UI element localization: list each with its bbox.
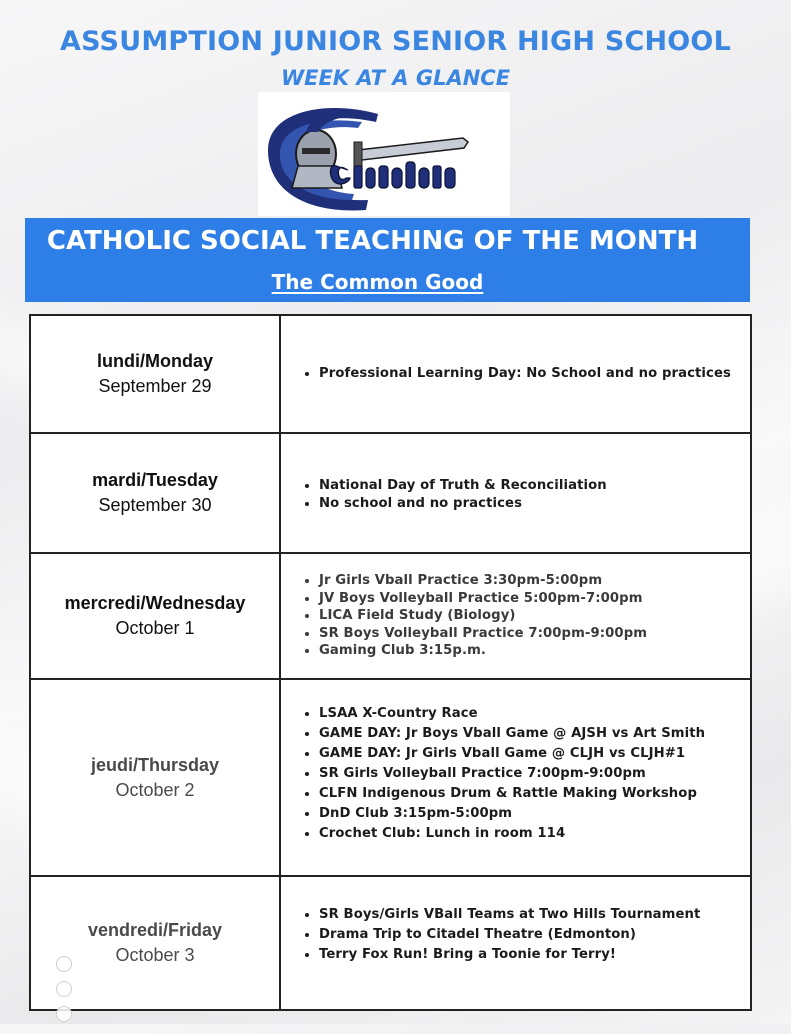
events-cell (281, 680, 750, 875)
day-name: vendredi/Friday (87, 920, 223, 940)
day-cell (31, 554, 281, 678)
day-name: jeudi/Thursday (90, 754, 220, 775)
school-name: ASSUMPTION JUNIOR SENIOR HIGH SCHOOL (60, 26, 731, 57)
event-item: • LSAA X-Country Race (319, 704, 736, 724)
events-cell (281, 316, 750, 432)
event-item: • Drama Trip to Citadel Theatre (Edmonton) (319, 925, 736, 945)
weekly-schedule-table (29, 314, 752, 1011)
day-date: October 2 (115, 779, 195, 800)
event-item: • DnD Club 3:15pm-5:00pm (319, 804, 736, 824)
event-list (301, 364, 736, 384)
event-item: • SR Girls Volleyball Practice 7:00pm-9:00pm (319, 764, 736, 784)
day-cell (31, 680, 281, 875)
day-name: mercredi/Wednesday (64, 593, 246, 613)
event-item: • SR Boys/Girls VBall Teams at Two Hills Tournament (319, 905, 736, 925)
event-item: • GAME DAY: Jr Boys Vball Game @ AJSH vs Art Smith (319, 724, 736, 744)
table-row (31, 434, 750, 554)
event-item: • CLFN Indigenous Drum & Rattle Making Workshop (319, 784, 736, 804)
day-cell (31, 316, 281, 432)
event-list (301, 905, 736, 965)
crusaders-logo (258, 92, 510, 216)
event-item: • Gaming Club 3:15p.m. (319, 642, 736, 660)
page-subtitle: WEEK AT A GLANCE (280, 66, 511, 90)
day-date: September 30 (98, 495, 212, 515)
day-date: October 1 (115, 618, 195, 638)
event-item: • Jr Girls Vball Practice 3:30pm-5:00pm (319, 572, 736, 590)
circle-icon (56, 981, 72, 997)
event-list (301, 572, 736, 660)
day-name: mardi/Tuesday (92, 470, 218, 490)
circle-icon (56, 956, 72, 972)
banner-theme: The Common Good (271, 270, 484, 294)
side-icons (56, 956, 72, 1031)
day-name: lundi/Monday (97, 351, 213, 371)
event-item: • Professional Learning Day: No School and no practices (319, 364, 736, 384)
event-list (301, 704, 736, 844)
circle-icon (56, 1006, 72, 1022)
table-row (31, 877, 750, 1009)
event-item: • Terry Fox Run! Bring a Toonie for Terry! (319, 945, 736, 965)
table-row (31, 316, 750, 434)
event-item: • National Day of Truth & Reconciliation (319, 477, 736, 495)
banner-title: CATHOLIC SOCIAL TEACHING OF THE MONTH (46, 226, 699, 256)
event-item: • JV Boys Volleyball Practice 5:00pm-7:00pm (319, 590, 736, 608)
event-list (301, 477, 736, 513)
event-item: • GAME DAY: Jr Girls Vball Game @ CLJH vs CLJH#1 (319, 744, 736, 764)
table-row (31, 554, 750, 680)
events-cell (281, 877, 750, 1009)
event-item: • LICA Field Study (Biology) (319, 607, 736, 625)
event-item: • SR Boys Volleyball Practice 7:00pm-9:00pm (319, 625, 736, 643)
table-row (31, 680, 750, 877)
event-item: • Crochet Club: Lunch in room 114 (319, 824, 736, 844)
events-cell (281, 434, 750, 552)
day-date: September 29 (98, 376, 212, 396)
day-date: October 3 (115, 945, 195, 965)
events-cell (281, 554, 750, 678)
catholic-teaching-banner (25, 218, 750, 302)
day-cell (31, 434, 281, 552)
event-item: • No school and no practices (319, 495, 736, 513)
